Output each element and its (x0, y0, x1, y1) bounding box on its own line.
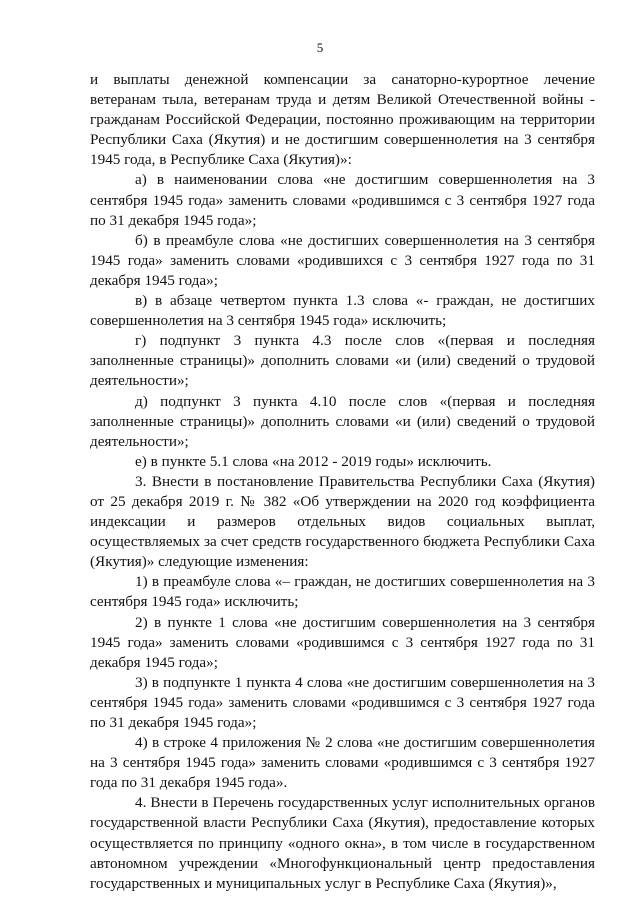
paragraph-section-3: 3. Внести в постановление Правительства Республики Саха (Якутия) от 25 декабря 2019 г. № 382 «Об утверждении на 2020 год коэффициента индексации и размеров отдельных видов социальных выплат, осуществляемых за счет средств государственного бюджета Республики Саха (Якутия)» следующие изменения: (90, 472, 595, 571)
paragraph-item-2: 2) в пункте 1 слова «не достигшим совершеннолетия на 3 сентября 1945 года» заменить словами «родившимся с 3 сентября 1927 года по 31 декабря 1945 года»; (90, 613, 595, 671)
paragraph-section-4: 4. Внести в Перечень государственных услуг исполнительных органов государственной власти Республики Саха (Якутия), предоставление которых осуществляется по принципу «одного окна», в том числе в государственном автономном учреждении «Многофункциональный центр предоставления государственных и муниципальных услуг в Республике Саха (Якутия)», (90, 794, 595, 892)
paragraph-item-1: 1) в преамбуле слова «– граждан, не достигших совершеннолетия на 3 сентября 1945 года» исключить; (90, 573, 595, 611)
paragraph-item-4: 4) в строке 4 приложения № 2 слова «не достигшим совершеннолетия на 3 сентября 1945 года» заменить словами «родившимся с 3 сентября 1927 года по 31 декабря 1945 года». (90, 734, 595, 792)
paragraph-item-3: 3) в подпункте 1 пункта 4 слова «не достигшим совершеннолетия на 3 сентября 1945 года» заменить словами «родившимся с 3 сентября 1927 года по 31 декабря 1945 года»; (90, 673, 595, 731)
paragraph-item-a: а) в наименовании слова «не достигшим совершеннолетия на 3 сентября 1945 года» заменить словами «родившимся с 3 сентября 1927 года по 31 декабря 1945 года»; (90, 171, 595, 229)
paragraph-item-g: г) подпункт 3 пункта 4.3 после слов «(первая и последняя заполненные страницы)» дополнить словами «и (или) сведений о трудовой деятельности»; (90, 332, 595, 390)
paragraph-item-v: в) в абзаце четвертом пункта 1.3 слова «- граждан, не достигших совершеннолетия на 3 сентября 1945 года» исключить; (90, 292, 595, 330)
paragraph-title-continuation: и выплаты денежной компенсации за санаторно-курортное лечение ветеранам тыла, ветеранам труда и детям Великой Отечественной войны - гражданам Российской Федерации, постоянно проживающим на территории Республики Саха (Якутия) и не достигшим совершеннолетия на 3 сентября 1945 года, в Республике Саха (Якутия)»: (90, 71, 595, 169)
paragraph-item-b: б) в преамбуле слова «не достигших совершеннолетия на 3 сентября 1945 года» заменить словами «родившихся с 3 сентября 1927 года по 31 декабря 1945 года»; (90, 231, 595, 289)
document-body (90, 70, 595, 894)
paragraph-item-e: е) в пункте 5.1 слова «на 2012 - 2019 годы» исключить. (135, 452, 492, 470)
paragraph-item-d: д) подпункт 3 пункта 4.10 после слов «(первая и последняя заполненные страницы)» дополнить словами «и (или) сведений о трудовой деятельности»; (90, 392, 595, 450)
page-number: 5 (316, 40, 324, 55)
